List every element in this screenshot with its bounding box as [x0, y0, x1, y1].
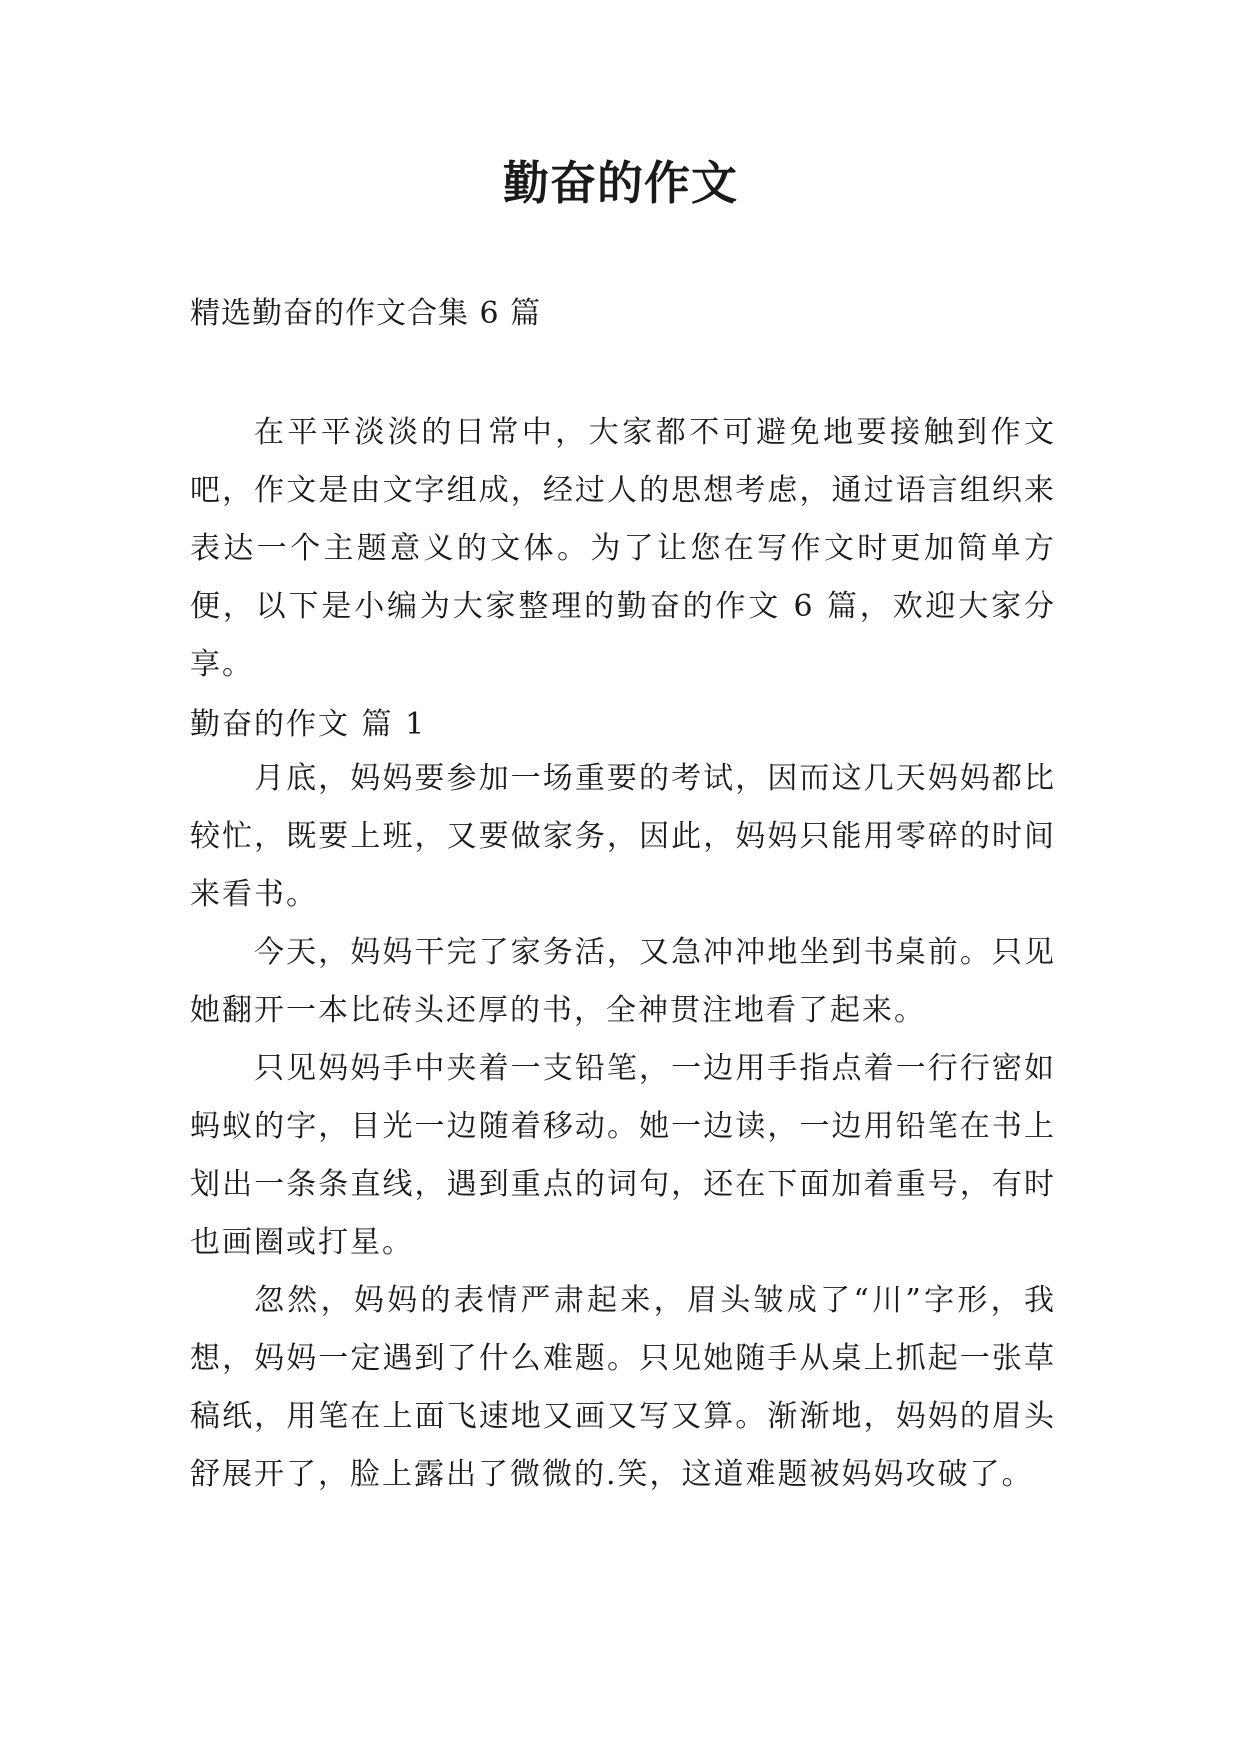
section-heading: 勤奋的作文 篇 1	[190, 707, 427, 742]
intro-paragraph: 在平平淡淡的日常中，大家都不可避免地要接触到作文吧，作文是由文字组成，经过人的思想考虑，通过语言组织来表达一个主题意义的文体。为了让您在写作文时更加简单方便，以下是小编为大家整理的勤奋的作文 6 篇，欢迎大家分享。	[190, 415, 1056, 682]
body-paragraph: 月底，妈妈要参加一场重要的考试，因而这几天妈妈都比较忙，既要上班，又要做家务，因此，妈妈只能用零碎的时间来看书。	[190, 761, 1056, 912]
body-paragraph: 忽然，妈妈的表情严肃起来，眉头皱成了“川”字形，我想，妈妈一定遇到了什么难题。只见她随手从桌上抓起一张草稿纸，用笔在上面飞速地又画又写又算。渐渐地，妈妈的眉头舒展开了，脸上露出了微微的.笑，这道难题被妈妈攻破了。	[190, 1283, 1056, 1492]
document-subtitle: 精选勤奋的作文合集 6 篇	[190, 296, 542, 331]
body-paragraph: 只见妈妈手中夹着一支铅笔，一边用手指点着一行行密如蚂蚁的字，目光一边随着移动。她一边读，一边用铅笔在书上划出一条条直线，遇到重点的词句，还在下面加着重号，有时也画圈或打星。	[190, 1051, 1056, 1260]
document-title: 勤奋的作文	[503, 156, 738, 210]
body-paragraph: 今天，妈妈干完了家务活，又急冲冲地坐到书桌前。只见她翻开一本比砖头还厚的书，全神贯注地看了起来。	[190, 935, 1056, 1028]
